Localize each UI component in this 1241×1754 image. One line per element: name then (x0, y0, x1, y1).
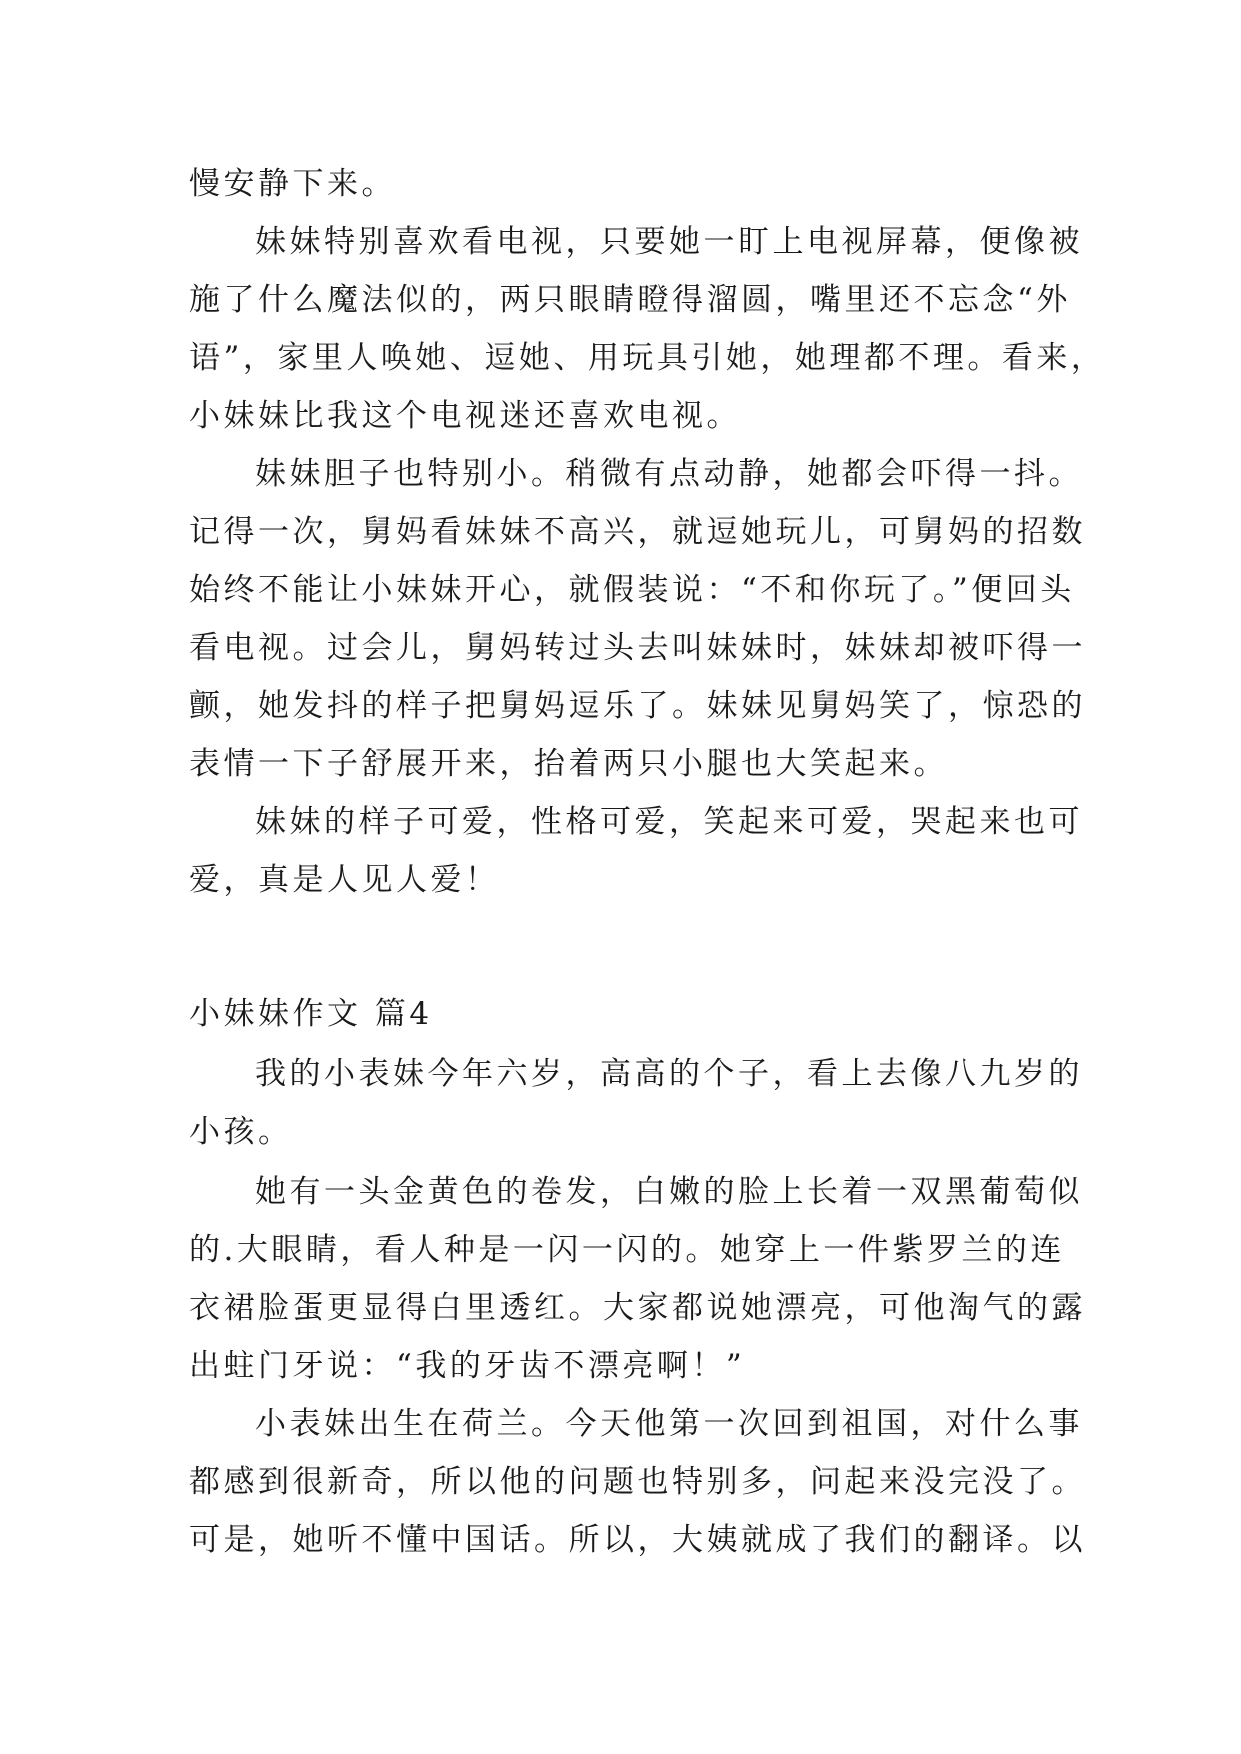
section-heading: 小妹妹作文 篇4 (189, 996, 433, 1032)
text-line: 表情一下子舒展开来，抬着两只小腿也大笑起来。 (189, 746, 948, 782)
paragraph-first-line: 小表妹出生在荷兰。今天他第一次回到祖国，对什么事 (255, 1406, 1083, 1442)
paragraph-first-line: 妹妹胆子也特别小。稍微有点动静，她都会吓得一抖。 (255, 456, 1083, 492)
text-line: 看电视。过会儿，舅妈转过头去叫妹妹时，妹妹却被吓得一 (189, 630, 1086, 666)
text-line: 出蛀门牙说：“我的牙齿不漂亮啊！” (189, 1348, 746, 1384)
paragraph-first-line: 妹妹的样子可爱，性格可爱，笑起来可爱，哭起来也可 (255, 804, 1083, 840)
text-line: 施了什么魔法似的，两只眼睛瞪得溜圆，嘴里还不忘念“外 (189, 282, 1071, 318)
paragraph-first-line: 妹妹特别喜欢看电视，只要她一盯上电视屏幕，便像被 (255, 224, 1083, 260)
text-line: 慢安静下来。 (189, 166, 396, 202)
text-line: 爱，真是人见人爱！ (189, 862, 500, 898)
paragraph-first-line: 她有一头金黄色的卷发，白嫩的脸上长着一双黑葡萄似 (255, 1174, 1083, 1210)
text-line: 小妹妹比我这个电视迷还喜欢电视。 (189, 398, 741, 434)
paragraph-first-line: 我的小表妹今年六岁，高高的个子，看上去像八九岁的 (255, 1056, 1083, 1092)
text-line: 颤，她发抖的样子把舅妈逗乐了。妹妹见舅妈笑了，惊恐的 (189, 688, 1086, 724)
text-line: 始终不能让小妹妹开心，就假装说：“不和你玩了。”便回头 (189, 572, 1075, 608)
text-line: 都感到很新奇，所以他的问题也特别多，问起来没完没了。 (189, 1464, 1086, 1500)
text-line: 的.大眼睛，看人种是一闪一闪的。她穿上一件紫罗兰的连 (189, 1232, 1065, 1268)
text-line: 衣裙脸蛋更显得白里透红。大家都说她漂亮，可他淘气的露 (189, 1290, 1086, 1326)
text-line: 记得一次，舅妈看妹妹不高兴，就逗她玩儿，可舅妈的招数 (189, 514, 1086, 550)
text-line: 小孩。 (189, 1114, 293, 1150)
text-line: 语”，家里人唤她、逗她、用玩具引她，她理都不理。看来， (189, 340, 1106, 376)
text-line: 可是，她听不懂中国话。所以，大姨就成了我们的翻译。以 (189, 1522, 1086, 1558)
